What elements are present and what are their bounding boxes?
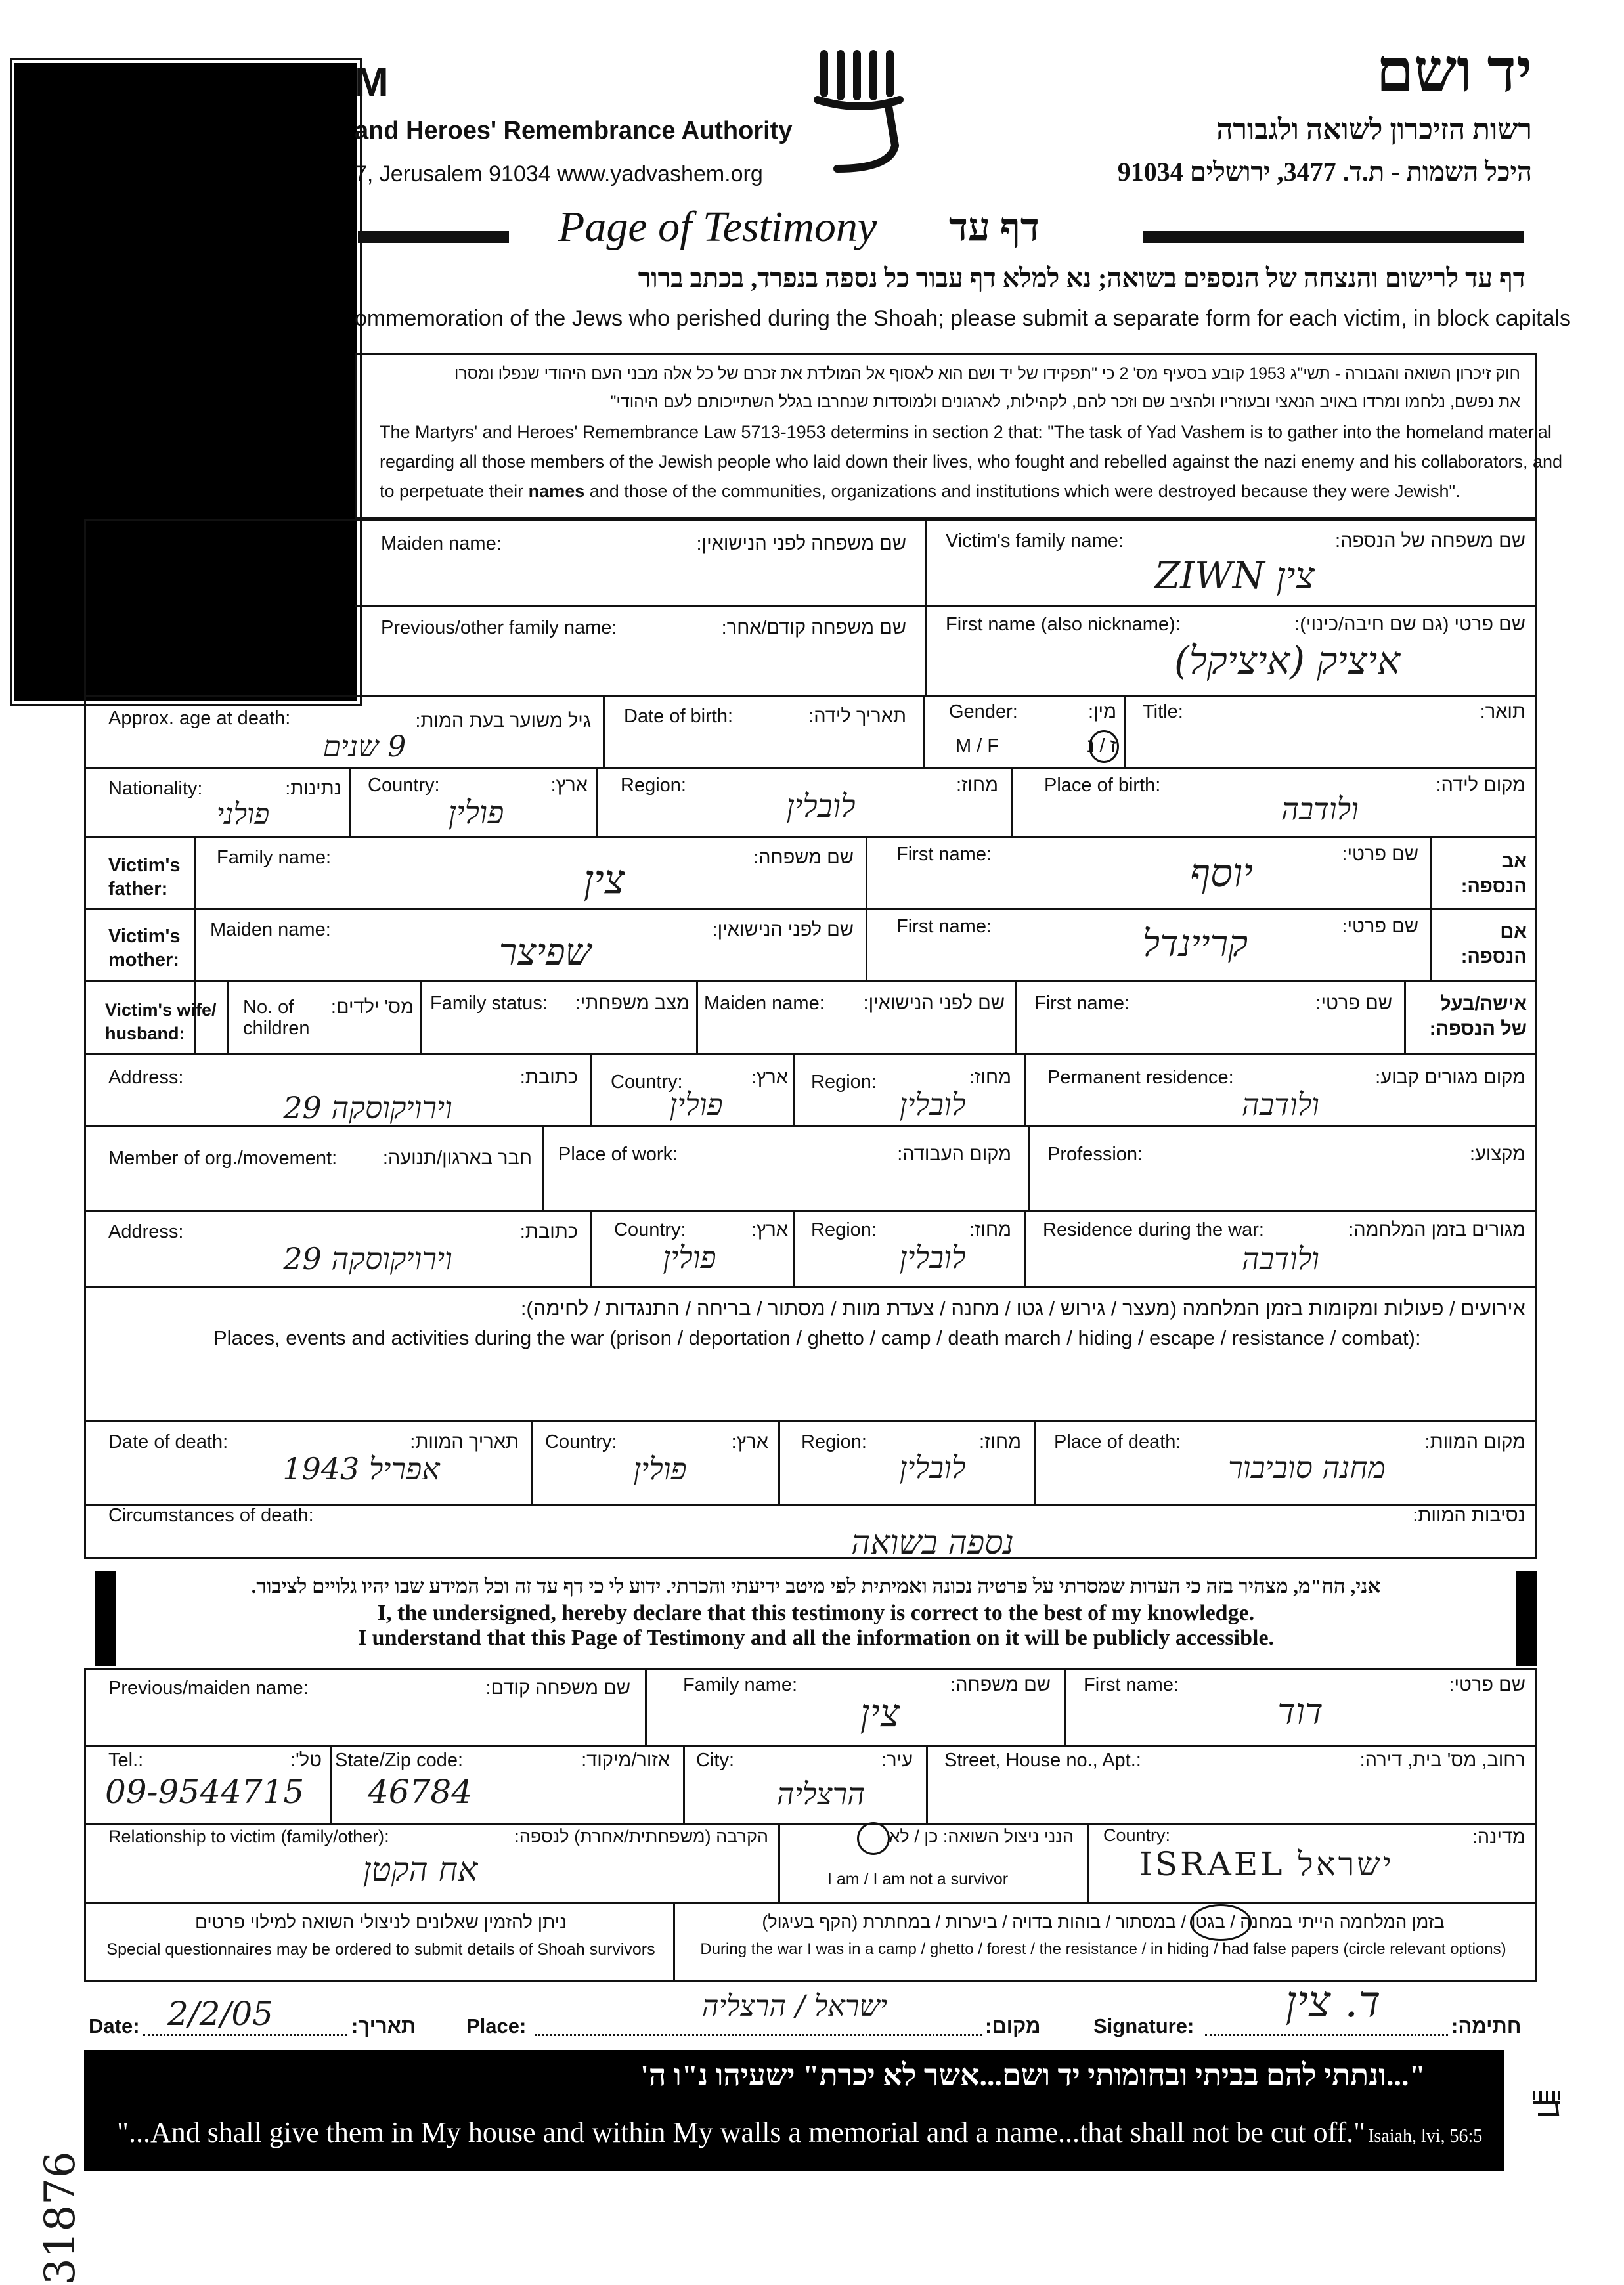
sub-family-label: Family name: [683,1674,798,1695]
war-region-value[interactable]: לובלין [899,1240,966,1275]
divider [1034,1420,1036,1504]
age-value[interactable]: 9 שנים [322,730,406,764]
divider [84,980,1537,982]
divider [84,1210,1537,1212]
family-name-label: Victim's family name: [946,531,1124,552]
war-country-label-he: ארץ: [751,1219,788,1240]
zip-label: State/Zip code: [335,1750,464,1771]
divider [1404,980,1406,1053]
address-country-label-he: ארץ: [751,1067,788,1088]
rel-label-he: הקרבה (משפחתית/אחרת) לנספה: [514,1827,768,1846]
mother-maiden-label-he: שם לפני הנישואין: [712,919,854,940]
nationality-label: Nationality: [108,778,203,799]
circ-label-he: נסיבות המוות: [1413,1505,1525,1526]
divider [603,695,605,767]
divider [1028,1125,1030,1210]
place-line [535,2034,982,2036]
divider [420,980,422,1053]
divider [926,1745,928,1823]
during-war-circle [1190,1904,1252,1941]
divider [84,908,1537,910]
city-value[interactable]: הרצליה [776,1776,866,1812]
divider [778,1420,780,1504]
dob-label: Date of birth: [624,706,734,727]
spouse-maiden-label: Maiden name: [704,993,825,1014]
divider [923,695,925,767]
divider [84,1902,1537,1904]
war-region-label: Region: [811,1219,877,1240]
father-family-value[interactable]: צין [583,857,625,903]
title-rule-left [358,231,509,243]
declaration-en-1: I, the undersigned, hereby declare that this testimony is correct to the best of my knowledge. [377,1601,1255,1625]
law-en-1: The Martyrs' and Heroes' Remembrance Law 5713-1953 determins in section 2 that: "The task of Yad Vashem is to gather into the homeland material [380,422,1552,442]
divider [349,767,351,836]
date-label-he: תאריך: [351,2014,416,2037]
region-value[interactable]: לובלין [786,788,856,825]
father-first-label: First name: [896,844,992,865]
divider [531,1420,533,1504]
address-country-label: Country: [611,1072,683,1093]
divider [84,836,1537,838]
region-label: Region: [621,775,686,796]
country-label: Country: [368,775,440,796]
verse-he: "...ונתתי להם בביתי ובחומותי יד ושם...אשר לא יכרת" ישעיהו נ"ו ה' [640,2058,1426,2092]
zip-label-he: אזור/מיקוד: [581,1750,670,1771]
sub-family-value[interactable]: צין [860,1691,900,1735]
law-en-3a: to perpetuate their [380,481,524,501]
dob-label-he: תאריך לידה: [808,706,906,727]
events-label: Places, events and activities during the war (prison / deportation / ghetto / camp / death march / hiding / escape / resistance / combat): [213,1326,1421,1349]
address-region-label-he: מחוז: [969,1067,1011,1088]
spouse-label: Victim's wife/ husband: [105,1000,217,1043]
survivor-label-he[interactable]: הנני ניצול השואה: כן / לא [889,1827,1074,1846]
dod-label-he: תאריך המוות: [410,1431,519,1452]
street-label: Street, House no., Apt.: [944,1750,1141,1771]
title-label: Title: [1143,701,1183,722]
divider [1024,1210,1026,1286]
sub-prev-label-he: שם משפחה קודם: [485,1678,630,1699]
death-country-label-he: ארץ: [731,1431,768,1452]
death-country-value[interactable]: פולין [633,1451,687,1487]
divider [1124,695,1126,767]
death-region-label-he: מחוז: [979,1431,1021,1452]
sub-prev-label: Previous/maiden name: [108,1678,309,1699]
law-he-1: חוק זיכרון השואה והגבורה - תשי"ג 1953 קובע בסעיף מס' 2 כי "תפקידו של יד ושם הוא לאסוף אל המולדת את זכרם של כל אלה מבני העם היהודי שנפלו ומסרו [454,364,1520,383]
gender-circle [1089,730,1119,763]
sub-first-value[interactable]: דוד [1277,1691,1323,1732]
divider [227,980,229,1053]
maiden-name-label-he: שם משפחה לפני הנישואין: [696,533,906,554]
mother-first-value[interactable]: קריינדל [1142,923,1248,965]
pod-label-he: מקום המוות: [1424,1431,1525,1452]
divider [355,605,1537,607]
mother-maiden-label: Maiden name: [210,919,331,940]
death-region-value[interactable]: לובלין [899,1450,966,1485]
signature-line [1205,2034,1448,2036]
signature-value[interactable]: ד. צין [1285,1976,1381,2027]
age-label: Approx. age at death: [108,708,291,729]
divider [84,1053,1537,1055]
street-label-he: רחוב, מס' בית, דירה: [1359,1750,1525,1771]
profession-label: Profession: [1047,1144,1143,1165]
footer-banner [84,2050,1504,2171]
divider [330,1745,332,1823]
divider [1064,1668,1066,1745]
death-region-label: Region: [801,1431,867,1452]
pob-label-he: מקום לידה: [1436,775,1525,796]
address-country-value[interactable]: פולין [669,1087,723,1122]
verse-en-text: "...And shall give them in My house and within My walls a memorial and a name...that shall not be cut off." [117,2116,1366,2148]
law-en-2: regarding all those members of the Jewish people who laid down their lives, who fought and rebelled against the nazi enemy and his collaborators, and [380,452,1563,471]
mother-label: Victim's mother: [108,926,181,970]
war-res-label-he: מגורים בזמן המלחמה: [1348,1219,1525,1240]
during-war-he[interactable]: בזמן המלחמה הייתי במחנה / בגטו / במסתור / בוהות בדויה / ביערות / במחתרת (הקף בעיגול) [762,1912,1445,1932]
family-status-label-he: מצב משפחתי: [575,993,690,1014]
nationality-label-he: נתינות: [285,778,341,799]
mother-first-label: First name: [896,916,992,937]
sub-family-label-he: שם משפחה: [950,1674,1051,1695]
spouse-label-he: אישה/בעל של הנספה: [1429,993,1527,1039]
law-en-3b: names [528,481,585,501]
war-country-value[interactable]: פולין [663,1240,716,1275]
gender-options[interactable]: M / F [955,735,999,756]
region-label-he: מחוז: [956,775,998,796]
authority-he: רשות הזיכרון לשואה ולגבורה [1216,114,1532,146]
questionnaire-en: Special questionnaires may be ordered to submit details of Shoah survivors [106,1940,655,1959]
war-address-label-he: כתובת: [519,1221,578,1242]
tel-label: Tel.: [108,1750,144,1771]
divider [590,1053,592,1125]
divider [1011,767,1013,836]
mother-first-label-he: שם פרטי: [1342,916,1418,937]
law-en-3c: and those of the communities, organizations and institutions which were destroyed because they were Jewish". [589,481,1460,501]
intro-en: ommemoration of the Jews who perished during the Shoah; please submit a separate form for each victim, in block capitals [355,306,1571,331]
menorah-small-icon [1530,2087,1563,2120]
mother-maiden-value[interactable]: שפיצר [498,931,592,974]
address-region-label: Region: [811,1072,877,1093]
sub-country-value[interactable]: ISRAEL ישראל [1139,1845,1394,1883]
maiden-name-label: Maiden name: [381,533,502,554]
form-title-he: דף עד [949,206,1040,249]
gender-options-he[interactable]: ז / נ [1087,735,1116,756]
father-first-value[interactable]: יוסף [1189,850,1254,896]
city-label: City: [696,1750,734,1771]
date-value[interactable]: 2/2/05 [167,1995,273,2033]
pob-value[interactable]: ולודבה [1281,791,1359,827]
prev-name-label: Previous/other family name: [381,617,617,638]
divider [590,1210,592,1286]
declaration-he: אני, הח"מ, מצהיר בזה כי העדות שמסרתי על פרטיה נכונה ואמיתית לפי מיטב ידיעתי והכרתי. ידוע לי כי דף עד זה וכל המידע שבו יהיו גלויים לציבור. [251,1575,1381,1598]
law-he-2: את נפשם, נלחמו ומרדו באויב הנאצי ובעוזריו ולהציב שם וזכר להם, לקהילות, לארגונים ולמוסדות שנחרבו בגלל השתייכותם לעם היהודי" [610,393,1520,411]
authority-en: and Heroes' Remembrance Authority [355,117,793,144]
title-rule-right [1143,231,1524,243]
member-label: Member of org./movement: [108,1148,338,1169]
place-label: Place: [466,2014,527,2037]
address-label: Address: [108,1067,184,1088]
address-en: 7, Jerusalem 91034 www.yadvashem.org [355,162,763,186]
circ-value[interactable]: נספה בשואה [851,1523,1014,1561]
date-label: Date: [89,2014,140,2037]
sub-country-label-he: מדינה: [1472,1827,1525,1848]
sub-country-label: Country: [1103,1825,1171,1845]
divider [793,1053,795,1125]
divider [683,1745,685,1823]
perm-res-value[interactable]: ולודבה [1242,1087,1319,1122]
divider [645,1668,647,1745]
events-label-he: אירועים / פעולות ומקומות בזמן המלחמה (מעצר / גירוש / גטו / מחנה / צעדת מוות / מסתור / בריחה / התנגדות / לחימה): [520,1297,1525,1320]
profession-label-he: מקצוע: [1469,1144,1525,1165]
divider [866,836,867,908]
title-label-he: תואר: [1480,701,1525,722]
declaration-box [95,1571,1537,1666]
children-label: No. of children [243,997,310,1039]
pod-label: Place of death: [1054,1431,1181,1452]
war-res-label: Residence during the war: [1043,1219,1264,1240]
spouse-first-label: First name: [1034,993,1130,1014]
signature-label-he: חתימה: [1451,2014,1522,2037]
intro-he: דף עד לרישום והנצחה של הנספים בשואה; נא למלא דף עבור כל נספה בנפרד, בכתב ברור [638,263,1525,293]
father-family-label: Family name: [217,847,332,868]
during-war-en[interactable]: During the war I was in a camp / ghetto / forest / the resistance / in hiding / had false papers (circle relevant options) [700,1940,1506,1958]
divider [84,1745,1537,1747]
divider [673,1902,675,1982]
member-label-he: חבר בארגון/תנועה: [382,1148,532,1169]
work-label-he: מקום העבודה: [897,1144,1011,1165]
country-value[interactable]: פולין [448,794,504,831]
org-name-en: M [355,60,389,105]
first-name-label: First name (also nickname): [946,614,1181,635]
law-en-3 [380,481,1460,502]
verse-ref: Isaiah, lvi, 56:5 [1368,2126,1483,2146]
perm-res-label-he: מקום מגורים קבוע: [1375,1067,1525,1088]
divider [84,695,1537,697]
gender-label-he: מין: [1087,701,1116,722]
sub-first-label-he: שם פרטי: [1449,1674,1525,1695]
place-value[interactable]: ישראל / הרצליה [701,1990,888,2023]
children-label-he: מס' ילדים: [330,997,414,1018]
family-name-label-he: שם משפחה של הנספה: [1334,531,1525,552]
father-label: Victim's father: [108,855,181,900]
perm-res-label: Permanent residence: [1047,1067,1234,1088]
age-label-he: גיל משוער בעת המות: [415,710,591,731]
divider [866,908,867,980]
zip-value[interactable]: 46784 [368,1773,473,1811]
country-label-he: ארץ: [550,775,588,796]
date-line [143,2034,347,2036]
spouse-maiden-label-he: שם לפני הנישואין: [863,993,1005,1014]
father-family-label-he: שם משפחה: [753,847,854,868]
divider [596,767,598,836]
pob-label: Place of birth: [1044,775,1161,796]
divider [778,1823,780,1902]
city-label-he: עיר: [881,1750,913,1771]
tel-value[interactable]: 09-9544715 [105,1773,305,1811]
pod-value[interactable]: מחנה סוביבור [1228,1450,1386,1485]
divider [793,1210,795,1286]
survivor-label[interactable]: I am / I am not a survivor [827,1870,1009,1888]
place-label-he: מקום: [985,2014,1041,2037]
declaration-en-2: I understand that this Page of Testimony and all the information on it will be publicly accessible. [357,1626,1275,1650]
yad-vashem-logo-icon [811,47,910,179]
dod-label: Date of death: [108,1431,229,1452]
prev-name-label-he: שם משפחה קודם/אחר: [721,617,906,638]
divider [1087,1823,1089,1902]
divider [696,980,698,1053]
war-res-value[interactable]: ולודבה [1242,1241,1319,1276]
signature-label: Signature: [1093,2014,1195,2037]
org-name-he: יד ושם [1376,37,1532,104]
rel-label: Relationship to victim (family/other): [108,1827,389,1846]
work-label: Place of work: [558,1144,678,1165]
war-address-label: Address: [108,1221,184,1242]
verse-en [117,2116,1482,2149]
divider [542,1125,544,1210]
form-title-en: Page of Testimony [558,203,877,251]
first-name-label-he: שם פרטי (גם שם חיבה/כינוי): [1294,614,1525,635]
war-country-label: Country: [614,1219,686,1240]
divider [1015,980,1017,1053]
address-label-he: כתובת: [519,1067,578,1088]
divider [84,1286,1537,1288]
gender-label: Gender: [949,701,1018,722]
spouse-first-label-he: שם פרטי: [1315,993,1392,1014]
father-first-label-he: שם פרטי: [1342,844,1418,865]
father-label-he: אב הנספה: [1460,851,1527,897]
survivor-circle [857,1822,890,1855]
tel-label-he: טל': [290,1750,322,1771]
divider [84,767,1537,769]
rel-value[interactable]: אח הקטן [362,1850,478,1888]
address-value[interactable]: וירויקוסקה 29 [283,1090,452,1125]
dod-value[interactable]: אפריל 1943 [282,1451,440,1487]
nationality-value[interactable]: פולני [216,798,270,831]
mother-label-he: אם הנספה: [1460,921,1527,967]
war-address-value[interactable]: וירויקוסקה 29 [283,1241,452,1276]
circ-label: Circumstances of death: [108,1505,314,1526]
divider [84,1420,1537,1422]
address-he: היכל השמות - ת.ד. 3477, ירושלים 91034 [1117,157,1532,186]
family-status-label: Family status: [430,993,548,1014]
margin-number: 31876 [36,2151,85,2285]
divider [84,1823,1537,1825]
first-name-value[interactable]: איציק (איציקל) [1174,638,1401,683]
war-region-label-he: מחוז: [969,1219,1011,1240]
family-name-value[interactable]: צין ZIWN [1154,555,1315,598]
sub-first-label: First name: [1084,1674,1179,1695]
address-region-value[interactable]: לובלין [899,1087,966,1122]
divider [1024,1053,1026,1125]
death-country-label: Country: [545,1431,617,1452]
questionnaire-he: ניתן להזמין שאלונים לניצולי השואה למילוי פרטים [195,1912,567,1932]
